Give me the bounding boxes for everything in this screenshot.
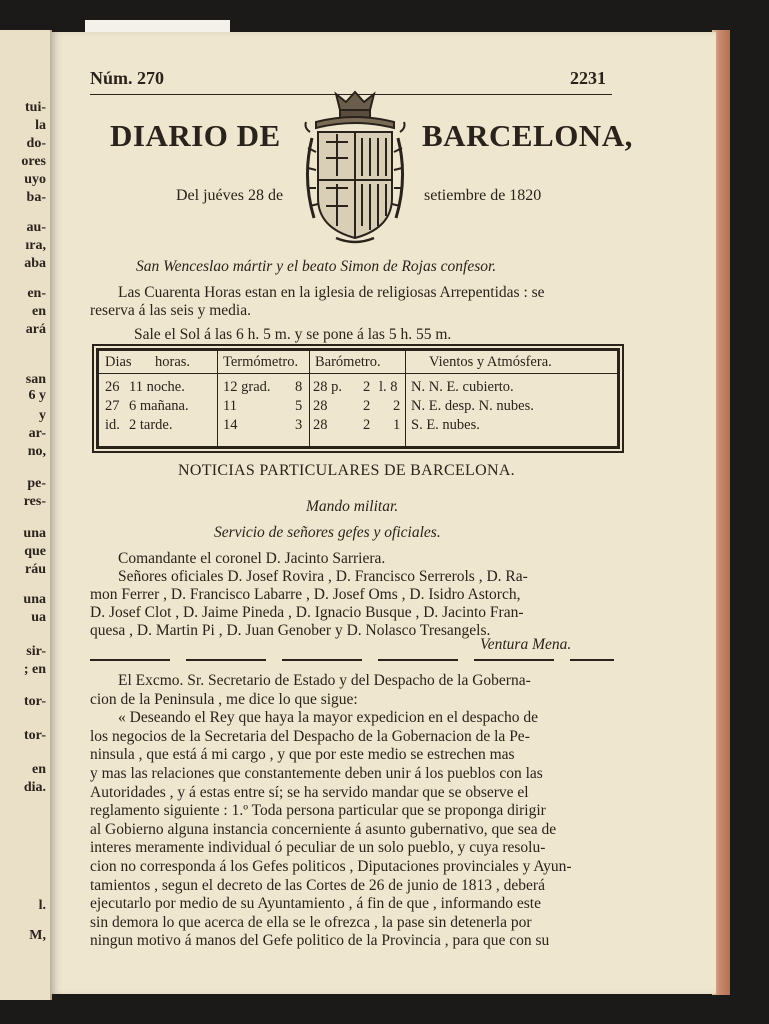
header-hours: horas. [155, 354, 191, 370]
signature: Ventura Mena. [480, 636, 572, 653]
row2-baro-lines: 2 [363, 398, 371, 414]
left-page-fragment: ráu [25, 562, 46, 577]
left-page-fragment: no, [27, 444, 46, 459]
row2-temp-fraction: 5 [295, 398, 303, 414]
roster-line: D. Josef Clot , D. Jaime Pineda , D. Ignacio Busque , D. Jacinto Fran- [90, 604, 524, 621]
separator-rule [90, 659, 170, 661]
article-line: « Deseando el Rey que haya la mayor expedicion en el despacho de [118, 709, 539, 727]
left-page-fragment: ıra, [25, 238, 46, 253]
left-page-fragment: M, [29, 928, 46, 943]
left-page-fragment: au- [26, 220, 46, 235]
header-barometer: Barómetro. [315, 354, 381, 370]
coat-of-arms-icon [296, 88, 414, 246]
left-page-fragment: tui- [25, 100, 46, 115]
roster-line: Comandante el coronel D. Jacinto Sarriera. [118, 550, 386, 567]
row2-baro-points: 2 [393, 398, 401, 414]
left-page-fragment: la [35, 118, 46, 133]
separator-rule [186, 659, 266, 661]
forty-hours-line-2: reserva á las seis y media. [90, 302, 251, 319]
article-line: interes meramente individual ó peculiar de un solo pueblo, y cuya resolu- [90, 839, 546, 857]
table-divider [405, 351, 406, 446]
saints-line: San Wenceslao mártir y el beato Simon de Rojas confesor. [136, 258, 497, 275]
row1-temp: 12 grad. [223, 379, 271, 395]
left-page-fragment: tor- [23, 694, 46, 709]
date-right: setiembre de 1820 [424, 187, 542, 204]
left-page-fragment: en [32, 304, 46, 319]
left-page-fragment: una [23, 526, 46, 541]
mando-heading: Mando militar. [306, 498, 399, 515]
left-facing-page [0, 30, 52, 1000]
row1-hour: 11 noche. [129, 379, 185, 395]
header-thermometer: Termómetro. [223, 354, 299, 370]
roster-line: mon Ferrer , D. Francisco Labarre , D. Josef Oms , D. Isidro Astorch, [90, 586, 521, 603]
section-title: NOTICIAS PARTICULARES DE BARCELONA. [178, 462, 515, 479]
left-page-fragment: ar- [28, 426, 46, 441]
article-line: ninsula , que está á mi cargo , y que por este medio se estrechen mas [90, 746, 515, 764]
sun-line: Sale el Sol á las 6 h. 5 m. y se pone á las 5 h. 55 m. [134, 326, 452, 343]
article-line: Autoridades , y á estas entre sí; se ha servido mandar que se observe el [90, 783, 529, 801]
header-days: Dias [105, 354, 132, 370]
left-page-fragment: ores [21, 154, 46, 169]
separator-rule [474, 659, 554, 661]
separator-rule [378, 659, 458, 661]
left-page-fragment: una [23, 592, 46, 607]
left-page-fragment: que [24, 544, 46, 559]
row1-baro-points: l. 8 [379, 379, 398, 395]
newspaper-page [50, 32, 716, 994]
row2-baro: 28 [313, 398, 328, 414]
article-line: cion de la Peninsula , me dice lo que sigue: [90, 690, 358, 708]
page-number: 2231 [570, 68, 606, 88]
article-line: ejecutarlo por medio de su Ayuntamiento , á fin de que , informando este [90, 895, 541, 913]
row3-day: id. [105, 417, 120, 433]
roster-line: Señores oficiales D. Josef Rovira , D. Francisco Serrerols , D. Ra- [118, 568, 528, 585]
left-page-fragment: pe- [27, 476, 46, 491]
row3-hour: 2 tarde. [129, 417, 173, 433]
left-page-fragment: tor- [23, 728, 46, 743]
row1-baro-lines: 2 [363, 379, 371, 395]
article-line: sin demora lo que acerca de ella se le ofrezca , la pase sin detenerla por [90, 913, 532, 931]
article-line: reglamento siguiente : 1.º Toda persona particular que se proponga dirigir [90, 802, 546, 820]
table-divider [217, 351, 218, 446]
left-page-fragment: en- [27, 286, 46, 301]
row3-temp: 14 [223, 417, 238, 433]
article-line: tamientos , segun el decreto de las Cortes de 26 de junio de 1813 , deberá [90, 876, 545, 894]
row3-temp-fraction: 3 [295, 417, 303, 433]
bookmark-tab [85, 20, 230, 32]
left-page-fragment: ; en [23, 662, 46, 677]
weather-table [96, 348, 620, 449]
left-page-fragment: sir- [26, 644, 46, 659]
article-line: y mas las relaciones que constantemente deben unir á los pueblos con las [90, 765, 543, 782]
servicio-heading: Servicio de señores gefes y oficiales. [214, 524, 441, 541]
date-left: Del juéves 28 de [176, 187, 284, 204]
row1-baro: 28 p. [313, 379, 342, 395]
left-page-fragment: 6 y [28, 388, 46, 403]
row1-wind: N. N. E. cubierto. [411, 379, 514, 395]
row2-hour: 6 mañana. [129, 398, 189, 414]
row3-baro: 28 [313, 417, 328, 433]
separator-rule [282, 659, 362, 661]
left-page-fragment: en [32, 762, 46, 777]
header-winds: Vientos y Atmósfera. [429, 354, 552, 370]
article-line: ningun motivo á manos del Gefe politico de la Provincia , para que con su [90, 932, 550, 950]
left-page-fragment: uyo [24, 172, 46, 187]
left-page-fragment: ará [25, 322, 46, 337]
article-line: El Excmo. Sr. Secretario de Estado y del Despacho de la Goberna- [118, 672, 531, 689]
forty-hours-line-1: Las Cuarenta Horas estan en la iglesia de religiosas Arrepentidas : se [118, 284, 545, 301]
row2-wind: N. E. desp. N. nubes. [411, 398, 534, 414]
left-page-fragment: aba [24, 256, 46, 271]
issue-number: Núm. 270 [90, 68, 165, 88]
left-page-fragment: ua [31, 610, 46, 625]
left-page-fragment: l. [38, 898, 46, 913]
row3-baro-points: 1 [393, 417, 401, 433]
row3-wind: S. E. nubes. [411, 417, 480, 433]
article-line: cion no corresponda á los Gefes politicos , Diputaciones provinciales y Ayun- [90, 858, 572, 875]
masthead-left: DIARIO DE [110, 118, 281, 153]
row3-baro-lines: 2 [363, 417, 371, 433]
row1-temp-fraction: 8 [295, 379, 303, 395]
table-divider [309, 351, 310, 446]
row2-temp: 11 [223, 398, 237, 414]
masthead-right: BARCELONA, [422, 118, 633, 153]
article-line: los negocios de la Secretaria del Despacho de la Gobernacion de la Pe- [90, 727, 530, 745]
left-page-fragment: dia. [23, 780, 46, 795]
row1-day: 26 [105, 379, 120, 395]
left-page-fragment: ba- [26, 190, 46, 205]
row2-day: 27 [105, 398, 120, 414]
left-page-fragment: res- [23, 494, 46, 509]
article-line: al Gobierno alguna instancia concerniente á asunto gubernativo, que sea de [90, 820, 557, 838]
left-page-fragment: do- [26, 136, 46, 151]
table-header-rule [99, 373, 617, 374]
separator-rule [570, 659, 614, 661]
left-page-fragment: y [39, 408, 46, 423]
left-page-fragment: san [25, 372, 46, 387]
roster-line: quesa , D. Martin Pi , D. Juan Genober y D. Nolasco Tresangels. [90, 622, 491, 639]
